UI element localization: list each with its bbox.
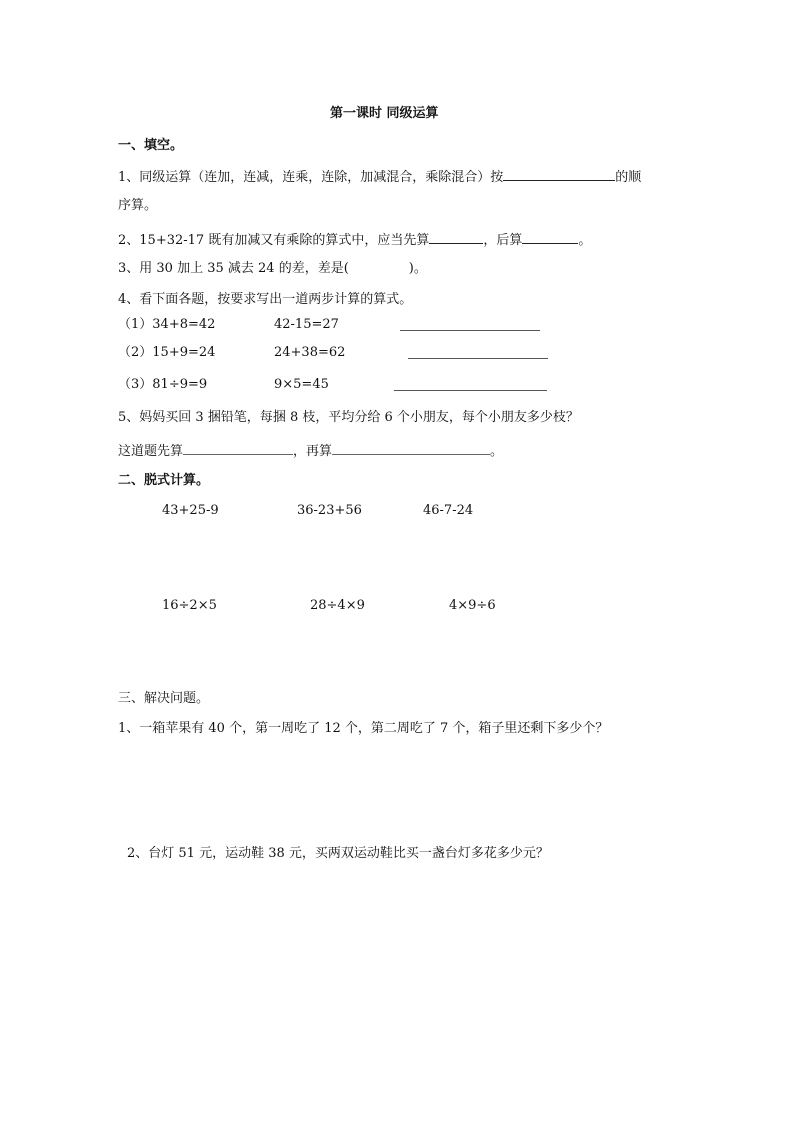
question-4-item-3-answer-line[interactable] [394,390,547,391]
question-2-middle: ，后算 [483,233,523,248]
question-2-text: 2、15+32-17 既有加减又有乘除的算式中，应当先算 [118,233,430,248]
question-4-text: 4、看下面各题，按要求写出一道两步计算的算式。 [118,292,413,307]
calc-problem-2: 36-23+56 [297,503,362,518]
question-3-line [118,260,427,278]
word-problem-2: 2、台灯 51 元，运动鞋 38 元，买两双运动鞋比买一盏台灯多花多少元？ [127,846,549,861]
question-4-item-1-label: （1）34+8=42 [118,317,216,332]
question-1-text: 1、同级运算（连加，连减，连乘，连除，加减混合，乘除混合）按 [118,170,504,185]
section-2-heading: 二、脱式计算。 [118,473,210,488]
calc-problem-5: 28÷4×9 [310,598,365,613]
question-1-blank[interactable] [503,166,615,181]
calc-problem-4: 16÷2×5 [162,598,217,613]
question-4-item-3-second: 9×5=45 [274,377,329,392]
question-4-item-1-second: 42-15=27 [274,317,339,332]
question-5-fill-end: 。 [490,444,504,459]
question-2-line [118,229,591,250]
calc-problem-3: 46-7-24 [423,503,474,518]
question-1-suffix: 的顺 [615,170,642,185]
calc-problem-6: 4×9÷6 [449,598,496,613]
question-4-item-1-answer-line[interactable] [400,330,540,331]
question-3-end: )。 [408,261,427,276]
question-1-line [118,166,641,187]
question-1-continuation: 序算。 [118,198,158,213]
page-title: 第一课时 同级运算 [330,106,439,121]
question-4-item-3-label: （3）81÷9=9 [118,377,208,392]
question-4-item-2-label: （2）15+9=24 [118,345,216,360]
question-2-blank-first[interactable] [429,229,483,244]
word-problem-1: 1、一箱苹果有 40 个，第一周吃了 12 个，第二周吃了 7 个，箱子里还剩下多少个？ [118,721,609,736]
question-2-end: 。 [578,233,592,248]
question-4-item-2-second: 24+38=62 [274,345,346,360]
section-1-heading: 一、填空。 [118,138,184,153]
question-5-fill-prefix: 这道题先算 [118,444,184,459]
question-5-text: 5、妈妈买回 3 捆铅笔，每捆 8 枝，平均分给 6 个小朋友，每个小朋友多少枝？ [118,410,579,425]
question-5-fill-line [118,440,503,461]
question-5-blank-second[interactable] [332,440,490,455]
question-4-item-2-answer-line[interactable] [408,358,548,359]
question-2-blank-second[interactable] [522,229,578,244]
question-5-blank-first[interactable] [183,440,293,455]
question-3-text: 3、用 30 加上 35 减去 24 的差，差是( [118,261,349,276]
calc-problem-1: 43+25-9 [162,503,219,518]
question-5-fill-middle: ，再算 [293,444,333,459]
section-3-heading: 三、解决问题。 [118,691,210,706]
